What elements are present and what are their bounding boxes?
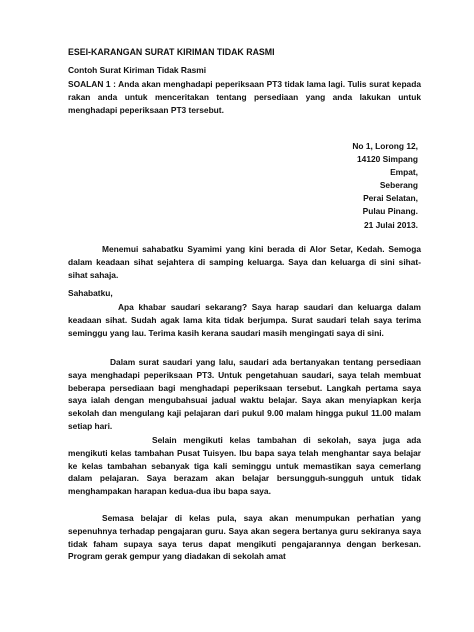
document-title: ESEI-KARANGAN SURAT KIRIMAN TIDAK RASMI <box>68 47 275 57</box>
address-line: No 1, Lorong 12, <box>352 141 418 151</box>
paragraph: Dalam surat saudari yang lalu, saudari ada bertanyakan tentang persediaan saya menghadapi peperiksaan PT3. Untuk pengetahuan saudari, saya telah membuat beberapa persediaan bagi menghadapi peperiksaan tersebut. Langkah pertama saya saya ialah dengan mengubahsuai jadual waktu belajar. Saya akan menyiapkan kerja sekolah dan mengulang kaji pelajaran dari pukul 9.00 malam hingga pukul 11.00 malam setiap hari. <box>68 357 421 431</box>
paragraph: Selain mengikuti kelas tambahan di sekolah, saya juga ada mengikuti kelas tambahan Pusat Tuisyen. Ibu bapa saya telah menghantar saya belajar ke kelas tambahan sebanyak tiga kali seminggu untuk memastikan saya cemerlang dalam pelajaran. Saya berazam akan belajar bersungguh-sungguh untuk tidak menghampakan harapan kedua-dua ibu bapa saya. <box>68 435 421 497</box>
paragraph: Apa khabar saudari sekarang? Saya harap saudari dan keluarga dalam keadaan sihat. Sudah agak lama kita tidak berjumpa. Surat saudari telah saya terima seminggu yang lau. Terima kasih kerana saudari masih mengingati saya di sini. <box>68 302 421 338</box>
sender-address <box>280 140 418 218</box>
address-line: Perai Selatan, <box>363 193 418 203</box>
document-subtitle: Contoh Surat Kiriman Tidak Rasmi <box>68 65 207 75</box>
address-line: Empat, <box>390 167 418 177</box>
address-line: Pulau Pinang. <box>362 206 418 216</box>
question-text: SOALAN 1 : Anda akan menghadapi peperiksaan PT3 tidak lama lagi. Tulis surat kepada rakan anda untuk menceritakan tentang persediaan yang anda lakukan untuk menghadapi peperiksaan PT3 tersebut. <box>68 79 421 115</box>
salutation: Sahabatku, <box>68 288 113 298</box>
letter-date: 21 Julai 2013. <box>363 220 418 230</box>
paragraph-greeting: Menemui sahabatku Syamimi yang kini berada di Alor Setar, Kedah. Semoga dalam keadaan sihat sejahtera di samping keluarga. Saya dan keluarga di sini sihat-sihat sahaja. <box>68 244 421 280</box>
address-line: 14120 Simpang <box>357 154 418 164</box>
paragraph: Semasa belajar di kelas pula, saya akan menumpukan perhatian yang sepenuhnya terhadap pengajaran guru. Saya akan segera bertanya guru sekiranya saya tidak faham supaya saya terus dapat mengikuti pengajarannya dengan berkesan. Program gerak gempur yang diadakan di sekolah amat <box>68 513 421 562</box>
address-line: Seberang <box>379 180 418 190</box>
